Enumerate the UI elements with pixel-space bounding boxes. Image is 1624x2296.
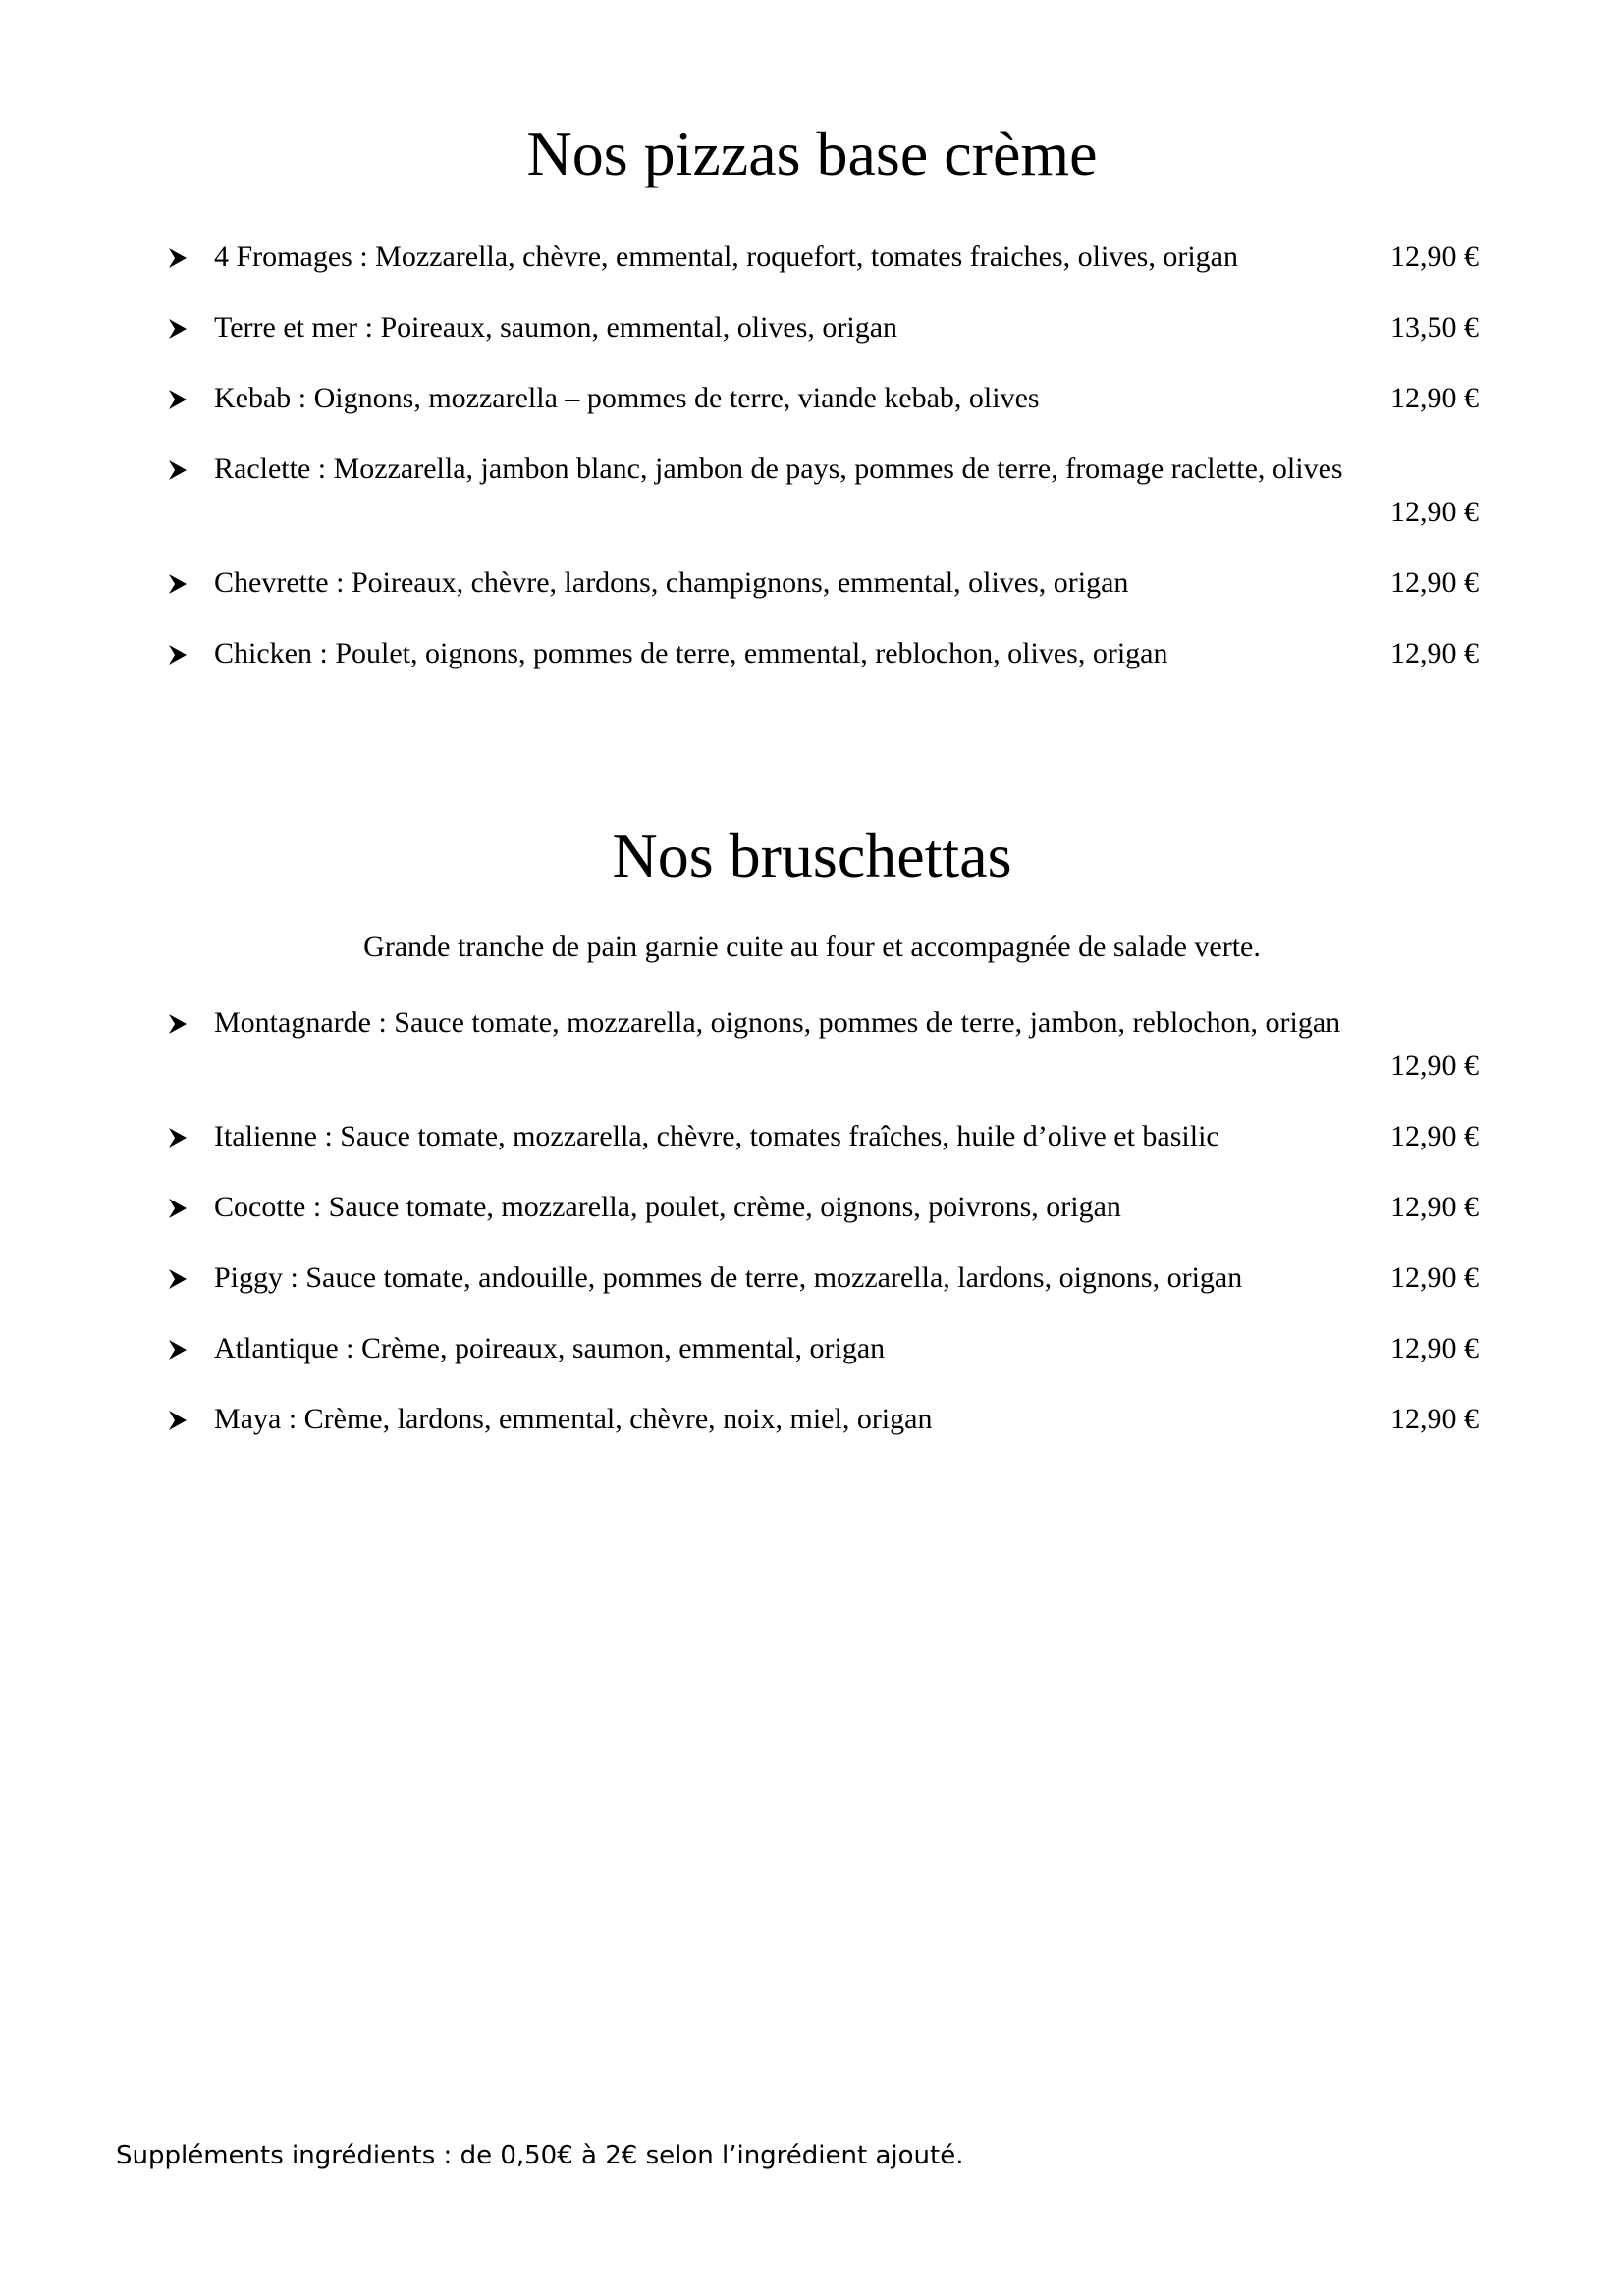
arrowhead-bullet-icon	[167, 448, 189, 491]
menu-item-line	[214, 561, 1479, 605]
menu-item-separator: :	[357, 311, 381, 344]
menu-item-description: Sauce tomate, mozzarella, poulet, crème, oignons, poivrons, origan	[328, 1191, 1121, 1223]
menu-item-price: 13,50 €	[1390, 311, 1479, 344]
menu-item-separator: :	[281, 1403, 304, 1435]
menu-item-price: 12,90 €	[1390, 637, 1479, 669]
menu-item	[0, 306, 1624, 349]
menu-item	[0, 561, 1624, 605]
menu-item-name: 4 Fromages	[214, 240, 352, 273]
menu-item-name: Raclette	[214, 453, 311, 485]
menu-item	[0, 1001, 1624, 1088]
menu-item-price: 12,90 €	[1390, 1120, 1479, 1152]
menu-item-line	[214, 236, 1479, 279]
menu-item-line	[214, 377, 1479, 420]
menu-item	[0, 1186, 1624, 1229]
section-intro-bruschettas: Grande tranche de pain garnie cuite au four et accompagnée de salade verte.	[363, 931, 1261, 963]
menu-item-description: Crème, lardons, emmental, chèvre, noix, miel, origan	[303, 1403, 933, 1435]
arrowhead-bullet-icon	[167, 1186, 189, 1229]
menu-item-line	[214, 1256, 1479, 1300]
menu-item-description: Sauce tomate, mozzarella, chèvre, tomates fraîches, huile d’olive et basilic	[340, 1120, 1219, 1152]
menu-item-line	[214, 1398, 1479, 1441]
arrowhead-bullet-icon	[167, 306, 189, 349]
menu-item-separator: :	[283, 1261, 306, 1294]
menu-item-price: 12,90 €	[1390, 566, 1479, 599]
menu-item	[0, 236, 1624, 279]
section-title-pizzas: Nos pizzas base crème	[526, 119, 1098, 188]
arrowhead-bullet-icon	[167, 1327, 189, 1370]
arrowhead-bullet-icon	[167, 561, 189, 605]
arrowhead-bullet-icon	[167, 377, 189, 420]
arrowhead-bullet-icon	[167, 1398, 189, 1441]
arrowhead-bullet-icon	[167, 1001, 189, 1044]
menu-item-separator: :	[352, 240, 376, 273]
menu-item-name: Chevrette	[214, 566, 329, 599]
menu-item-description: Poulet, oignons, pommes de terre, emmental, reblochon, olives, origan	[335, 637, 1168, 669]
bruschetta-list	[0, 1001, 1624, 1468]
menu-item-line	[214, 306, 1479, 349]
menu-item-separator: :	[370, 1006, 395, 1039]
menu-item	[0, 1115, 1624, 1158]
menu-item-line	[214, 448, 1479, 534]
menu-item-separator: :	[310, 453, 334, 485]
menu-item-line	[214, 1186, 1479, 1229]
menu-item-name: Piggy	[214, 1261, 284, 1294]
menu-item-name: Montagnarde	[214, 1006, 371, 1039]
menu-item-price: 12,90 €	[1390, 1403, 1479, 1435]
menu-item-description: Crème, poireaux, saumon, emmental, origan	[360, 1332, 886, 1364]
menu-item-separator: :	[305, 1191, 329, 1223]
menu-item-separator: :	[291, 382, 314, 414]
menu-item	[0, 448, 1624, 534]
menu-item-line	[214, 632, 1479, 675]
menu-item-price: 12,90 €	[1390, 1261, 1479, 1294]
menu-item-name: Chicken	[214, 637, 312, 669]
menu-item-description: Sauce tomate, mozzarella, oignons, pommes de terre, jambon, reblochon, origan	[394, 1006, 1341, 1039]
menu-item-price: 12,90 €	[1390, 240, 1479, 273]
menu-item-separator: :	[311, 637, 336, 669]
menu-item-description: Poireaux, chèvre, lardons, champignons, emmental, olives, origan	[351, 566, 1129, 599]
menu-item-line	[214, 1115, 1479, 1158]
menu-item-separator: :	[316, 1120, 341, 1152]
arrowhead-bullet-icon	[167, 1115, 189, 1158]
menu-item-description: Mozzarella, chèvre, emmental, roquefort, tomates fraiches, olives, origan	[375, 240, 1238, 273]
menu-item-description: Poireaux, saumon, emmental, olives, origan	[380, 311, 898, 344]
section-title-bruschettas: Nos bruschettas	[612, 821, 1012, 890]
menu-item-description: Sauce tomate, andouille, pommes de terre, mozzarella, lardons, oignons, origan	[305, 1261, 1243, 1294]
menu-item-name: Kebab	[214, 382, 292, 414]
menu-item	[0, 1398, 1624, 1441]
menu-item-description: Oignons, mozzarella – pommes de terre, viande kebab, olives	[313, 382, 1040, 414]
arrowhead-bullet-icon	[167, 632, 189, 675]
menu-item-line	[214, 1001, 1479, 1088]
menu-item-line	[214, 1327, 1479, 1370]
menu-item-name: Maya	[214, 1403, 282, 1435]
menu-item-name: Cocotte	[214, 1191, 306, 1223]
supplements-note: Suppléments ingrédients : de 0,50€ à 2€ selon l’ingrédient ajouté.	[116, 2141, 964, 2170]
menu-item	[0, 632, 1624, 675]
menu-item	[0, 1256, 1624, 1300]
menu-item-separator: :	[328, 566, 352, 599]
menu-item-price: 12,90 €	[1390, 1049, 1479, 1082]
menu-item	[0, 1327, 1624, 1370]
pizza-list	[0, 236, 1624, 703]
menu-item-price: 12,90 €	[1390, 1191, 1479, 1223]
arrowhead-bullet-icon	[167, 1256, 189, 1300]
menu-item-description: Mozzarella, jambon blanc, jambon de pays, pommes de terre, fromage raclette, olives	[333, 453, 1343, 485]
menu-item-price: 12,90 €	[1390, 382, 1479, 414]
menu-item	[0, 377, 1624, 420]
menu-item-price: 12,90 €	[1390, 1332, 1479, 1364]
menu-item-price: 12,90 €	[1390, 496, 1479, 528]
menu-item-name: Terre et mer	[214, 311, 358, 344]
menu-item-name: Italienne	[214, 1120, 317, 1152]
arrowhead-bullet-icon	[167, 236, 189, 279]
menu-item-separator: :	[338, 1332, 361, 1364]
menu-item-name: Atlantique	[214, 1332, 339, 1364]
